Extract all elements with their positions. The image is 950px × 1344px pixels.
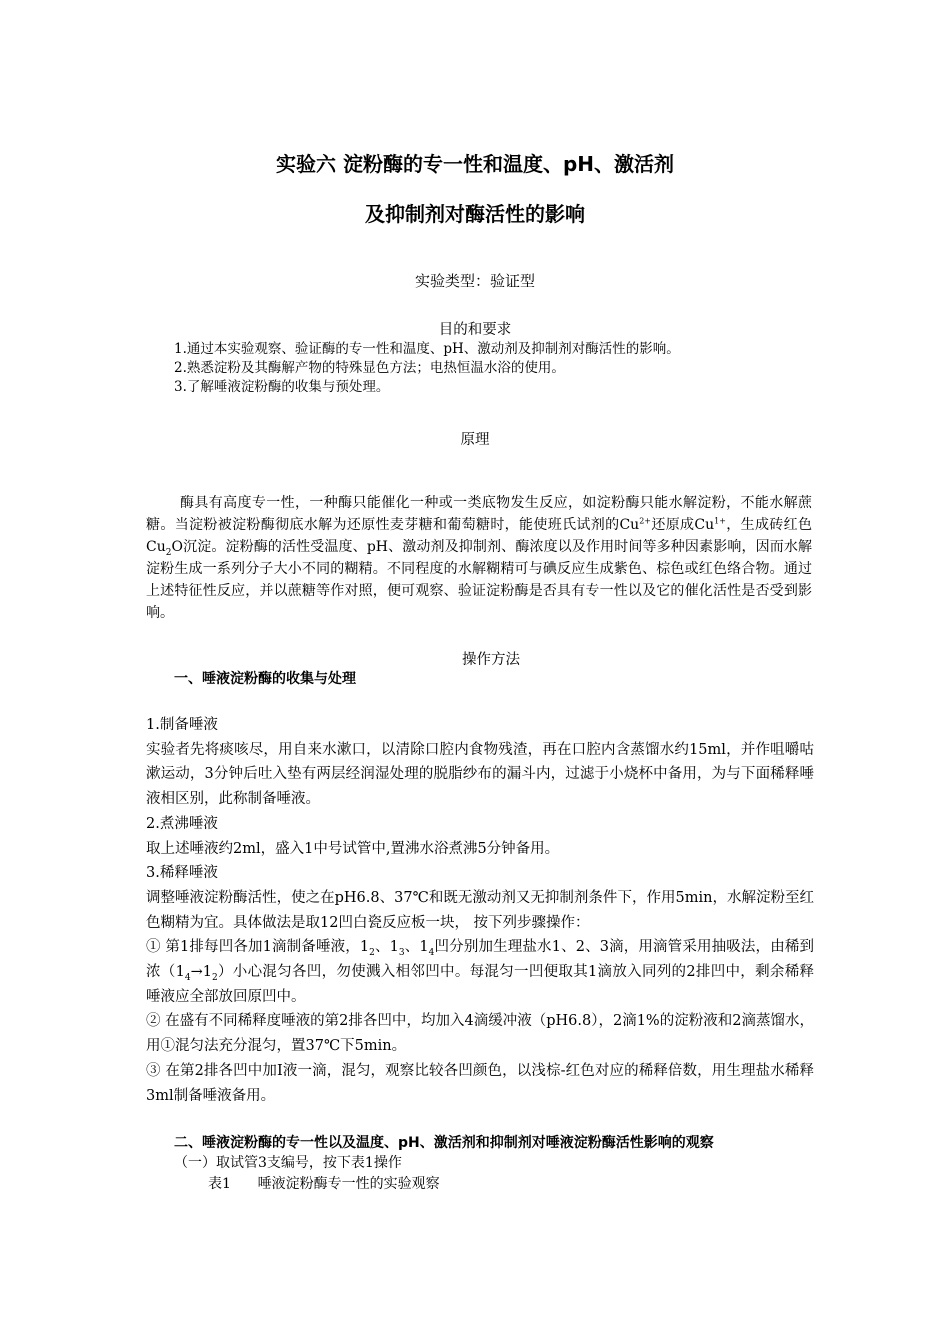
principle-sup-b: 1+: [714, 516, 726, 526]
methods-heading: 操作方法: [462, 652, 520, 668]
principle-sup-a: 2+: [639, 516, 651, 526]
title-line-2: 及抑制剂对酶活性的影响: [365, 202, 585, 226]
step-2-text: 取上述唾液约2ml，盛入1中号试管中,置沸水浴煮沸5分钟备用。: [146, 840, 560, 857]
objective-item-1: 1.通过本实验观察、验证酶的专一性和温度、pH、激动剂及抑制剂对酶活性的影响。: [174, 341, 680, 357]
principle-paragraph: [146, 492, 812, 624]
section-2-heading: 二、唾液淀粉酶的专一性以及温度、pH、激活剂和抑制剂对唾液淀粉酶活性影响的观察: [174, 1135, 714, 1151]
step-1-title: 1.制备唾液: [146, 717, 218, 733]
section-2-subheading: （一）取试管3支编号，按下表1操作: [174, 1155, 402, 1171]
step-3-text: 调整唾液淀粉酶活性，使之在pH6.8、37℃和既无激动剂又无抑制剂条件下，作用5min，水解淀粉至红色糊精为宜。具体做法是取12凹白瓷反应板一块， 按下列步骤操作：: [146, 889, 814, 931]
step-2-title: 2.煮沸唾液: [146, 815, 218, 832]
principle-heading: 原理: [460, 432, 490, 448]
step-3-title: 3.稀释唾液: [146, 865, 218, 882]
principle-text-c: ，生成砖红色Cu: [146, 517, 813, 555]
substep-1: ① 第1排每凹各加1滴制备唾液，$1_2$、$1_3$、$1_4$凹分别加生理盐水1、2、3滴，用滴管采用抽吸法，由稀到浓$(1_4\to 1_2)$小心混匀各凹，勿使溅入相邻凹中。每混匀一凹便取其1滴放入同列的2排凹中，剩余稀释唾液应全部放回原凹中。: [146, 939, 815, 1005]
step-1-text: 实验者先将痰咳尽，用自来水漱口，以清除口腔内食物残渣，再在口腔内含蒸馏水约15ml，并作咀嚼咕漱运动，3分钟后吐入垫有两层经润湿处理的脱脂纱布的漏斗内，过滤于小烧杯中备用，为与下面稀释唾液相区别，此称制备唾液。: [146, 741, 814, 808]
section-1-heading: 一、唾液淀粉酶的收集与处理: [174, 671, 356, 687]
table-1-caption: 表1 唾液淀粉酶专一性的实验观察: [208, 1176, 440, 1192]
substep-2: ② 在盛有不同稀释度唾液的第2排各凹中，均加入4滴缓冲液（pH6.8），2滴1%的淀粉液和2滴蒸馏水，用①混匀法充分混匀，置37℃下5min。: [146, 1013, 814, 1055]
objectives-heading: 目的和要求: [438, 322, 512, 338]
principle-sub-c: 2: [165, 547, 172, 558]
principle-text-d: O沉淀。淀粉酶的活性受温度、pH、激动剂及抑制剂、酶浓度以及作用时间等多种因素影响，因而水解淀粉生成一系列分子大小不同的糊精。不同程度的水解糊精可与碘反应生成紫色、棕色或红色络合物。通过上述特征性反应，并以蔗糖等作对照，便可观察、验证淀粉酶是否具有专一性以及它的催化活性是否受到影响。: [146, 539, 812, 621]
objective-item-2: 2.熟悉淀粉及其酶解产物的特殊显色方法；电热恒温水浴的使用。: [174, 360, 565, 376]
objective-item-3: 3.了解唾液淀粉酶的收集与预处理。: [174, 379, 390, 395]
title-line-1: 实验六 淀粉酶的专一性和温度、pH、激活剂: [275, 152, 675, 176]
principle-text-b: 还原成Cu: [651, 517, 715, 533]
principle-text-a: 酶具有高度专一性，一种酶只能催化一种或一类底物发生反应，如淀粉酶只能水解淀粉，不能水解蔗糖。当淀粉被淀粉酶彻底水解为还原性麦芽糖和葡萄糖时，能使班氏试剂的Cu: [146, 495, 812, 533]
procedure-steps: [146, 713, 814, 1108]
experiment-type: 实验类型：验证型: [414, 272, 535, 290]
substep-3: ③ 在第2排各凹中加Ⅰ液一滴，混匀，观察比较各凹颜色，以浅棕-红色对应的稀释倍数，用生理盐水稀释3ml制备唾液备用。: [146, 1062, 814, 1104]
